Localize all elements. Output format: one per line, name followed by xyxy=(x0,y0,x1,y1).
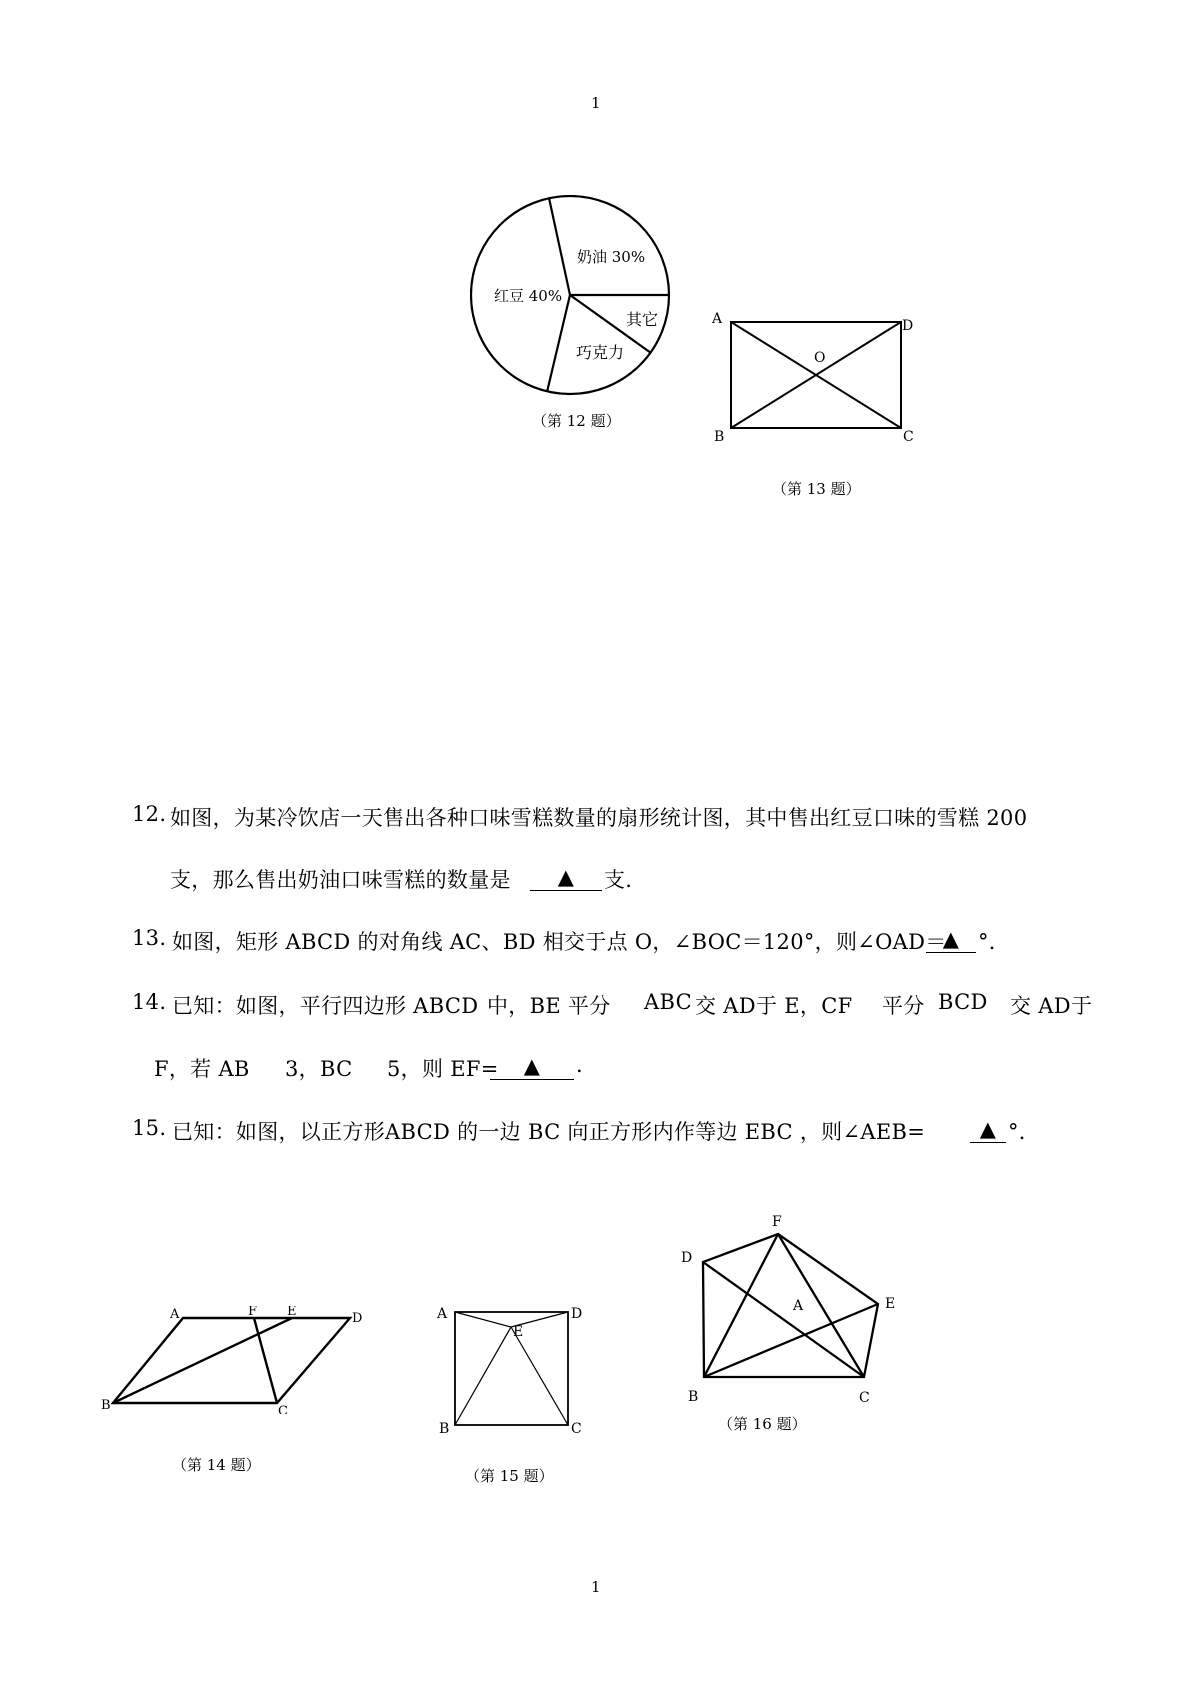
segment-ae xyxy=(455,1312,511,1327)
question-12-line-1 xyxy=(0,802,1191,838)
question-14-number: 14. xyxy=(132,990,167,1014)
question-14-text-part-4: 交 AD xyxy=(695,994,756,1018)
figure-16-caption: （第 16 题） xyxy=(718,1415,807,1433)
question-14-line-2 xyxy=(0,1053,1191,1089)
label-a: A xyxy=(793,1298,804,1314)
label-d: D xyxy=(352,1311,363,1326)
pie-label-other: 其它 xyxy=(626,310,659,329)
question-14-text-part-9: 于 xyxy=(1071,994,1093,1018)
question-14-text-part-5: 于 E，CF xyxy=(756,994,853,1018)
pie-divider-1 xyxy=(549,198,570,295)
question-15-answer-blank[interactable]: ▲ xyxy=(970,1116,1006,1143)
label-e: E xyxy=(287,1306,297,1319)
question-13-text: 如图，矩形 ABCD 的对角线 AC、BD 相交于点 O，∠BOC＝120°，则∠OAD＝ xyxy=(172,930,947,954)
label-o: O xyxy=(814,350,826,366)
label-d: D xyxy=(681,1250,693,1266)
label-f: F xyxy=(772,1214,782,1230)
label-c: C xyxy=(903,429,914,445)
question-14-answer-blank[interactable]: ▲ xyxy=(490,1053,574,1080)
question-12-number: 12. xyxy=(132,802,167,826)
figure-13-rectangle xyxy=(705,306,925,446)
pie-divider-4 xyxy=(547,295,570,392)
question-14-text-part-10: F，若 AB xyxy=(154,1057,250,1081)
label-b: B xyxy=(439,1421,450,1434)
segment-ce xyxy=(511,1327,568,1425)
question-14-text-part-12: 5，则 EF= xyxy=(387,1057,499,1081)
question-14-text-part-8: 交 AD xyxy=(1010,994,1071,1018)
figure-15-square xyxy=(435,1302,590,1434)
question-15-text: 已知：如图，以正方形ABCD 的一边 BC 向正方形内作等边 EBC ，则∠AEB= xyxy=(172,1120,926,1144)
label-a: A xyxy=(712,311,723,327)
label-e: E xyxy=(513,1324,524,1340)
question-12-unit: 支. xyxy=(604,868,633,892)
question-12-text-2: 支，那么售出奶油口味雪糕的数量是 xyxy=(170,868,511,892)
label-d: D xyxy=(571,1306,583,1322)
question-14-line-1 xyxy=(0,990,1191,1026)
page-number-bottom: 1 xyxy=(591,1578,601,1596)
question-12-answer-blank[interactable]: ▲ xyxy=(530,864,602,891)
question-13 xyxy=(0,926,1191,962)
label-d: D xyxy=(902,318,914,334)
question-14-period: . xyxy=(576,1053,583,1077)
question-13-unit: °． xyxy=(978,930,1011,954)
question-12-line-2 xyxy=(0,864,1191,900)
question-15-unit: °． xyxy=(1008,1120,1041,1144)
question-14-text-part-7: BCD xyxy=(938,990,988,1014)
label-b: B xyxy=(714,429,725,445)
segment-fc xyxy=(778,1234,864,1377)
label-e: E xyxy=(885,1296,896,1312)
question-12-text: 如图，为某冷饮店一天售出各种口味雪糕数量的扇形统计图，其中售出红豆口味的雪糕 200 xyxy=(170,806,1028,830)
page-number-top: 1 xyxy=(591,94,601,112)
figure-16 xyxy=(675,1212,915,1412)
question-15-number: 15. xyxy=(132,1116,167,1140)
pie-label-cream: 奶油 30% xyxy=(577,248,646,266)
figure-12-caption: （第 12 题） xyxy=(532,412,621,430)
question-13-answer-blank[interactable]: ▲ xyxy=(926,926,976,953)
figure-14-parallelogram xyxy=(95,1306,375,1414)
label-b: B xyxy=(688,1389,699,1405)
figure-12-pie xyxy=(470,195,690,400)
label-a: A xyxy=(170,1307,180,1322)
question-14-text-part-11: 3，BC xyxy=(285,1057,353,1081)
figure-15-caption: （第 15 题） xyxy=(465,1467,554,1485)
question-14-text-part-1: 已知：如图，平行四边形 ABCD xyxy=(172,994,479,1018)
label-b: B xyxy=(101,1398,111,1413)
label-c: C xyxy=(859,1390,870,1406)
label-c: C xyxy=(571,1421,582,1434)
question-13-number: 13. xyxy=(132,926,167,950)
segment-fb xyxy=(704,1234,778,1377)
question-14-text-part-3: ABC xyxy=(644,990,692,1014)
question-15 xyxy=(0,1116,1191,1152)
figure-13-caption: （第 13 题） xyxy=(772,480,861,498)
pie-label-redbean: 红豆 40% xyxy=(494,287,563,305)
pie-label-chocolate: 巧克力 xyxy=(576,343,625,362)
question-14-text-part-2: 中，BE 平分 xyxy=(487,994,611,1018)
question-14-text-part-6: 平分 xyxy=(882,994,925,1018)
label-f: F xyxy=(248,1306,258,1319)
segment-be xyxy=(455,1327,511,1425)
figure-14-caption: （第 14 题） xyxy=(172,1456,261,1474)
label-c: C xyxy=(278,1404,288,1414)
parallelogram-abcd xyxy=(113,1318,350,1403)
segment-be xyxy=(704,1304,878,1377)
label-a: A xyxy=(437,1306,448,1322)
